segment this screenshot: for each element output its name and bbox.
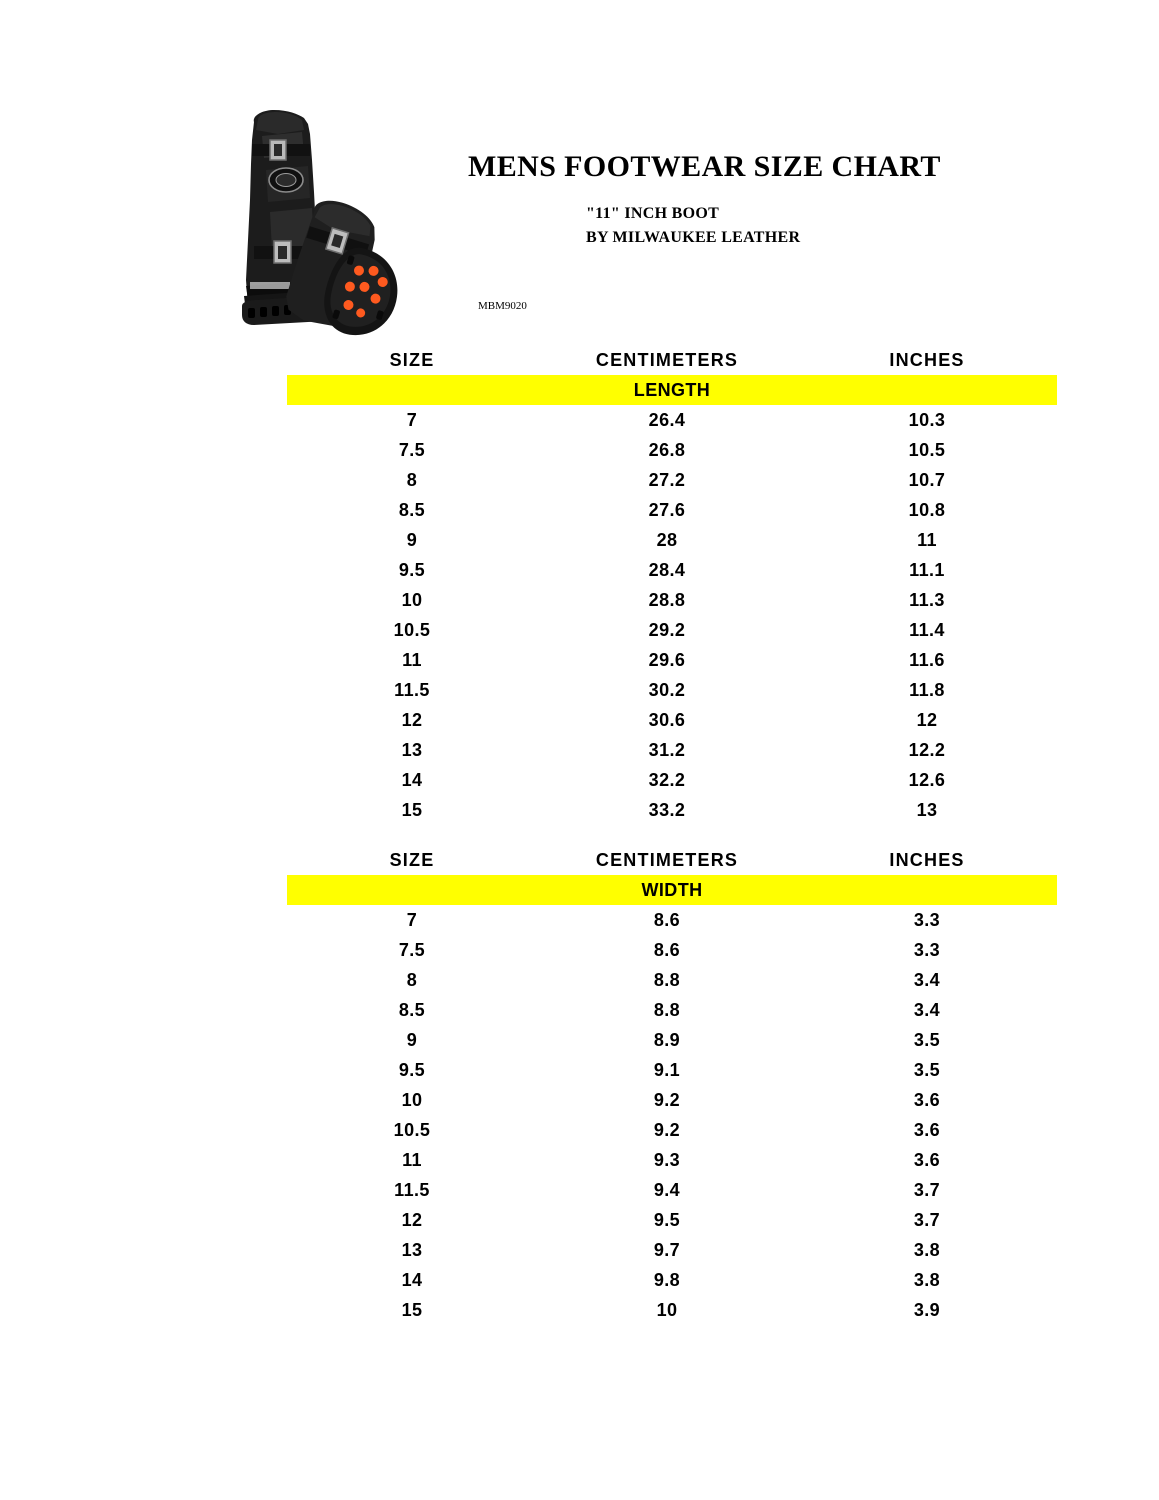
subtitle-line-1: "11" INCH BOOT xyxy=(586,205,720,222)
cell-size: 13 xyxy=(401,1240,423,1260)
cell-centimeters: 29.6 xyxy=(648,650,686,670)
cell-size: 8.5 xyxy=(398,1000,426,1020)
cell-inches: 3.3 xyxy=(913,910,941,930)
cell-size: 9 xyxy=(406,530,418,550)
cell-size: 11 xyxy=(402,1150,422,1170)
cell-size: 7.5 xyxy=(398,440,426,460)
banner-label-width: WIDTH xyxy=(287,875,1057,905)
cell-centimeters: 30.6 xyxy=(648,710,686,730)
cell-size: 10.5 xyxy=(393,1120,431,1140)
cell-inches: 3.6 xyxy=(913,1090,941,1110)
cell-inches: 10.3 xyxy=(908,410,946,430)
table-row xyxy=(287,675,1057,705)
table-row xyxy=(287,525,1057,555)
table-row xyxy=(287,1115,1057,1145)
cell-inches: 3.5 xyxy=(913,1060,941,1080)
column-header-inches: INCHES xyxy=(889,350,965,370)
table-header-row xyxy=(287,345,1057,375)
cell-size: 8 xyxy=(406,970,418,990)
table-row xyxy=(287,1295,1057,1325)
table-row xyxy=(287,935,1057,965)
cell-size: 9.5 xyxy=(398,560,426,580)
cell-size: 7 xyxy=(406,910,418,930)
cell-centimeters: 9.8 xyxy=(653,1270,681,1290)
table-row xyxy=(287,615,1057,645)
cell-centimeters: 28.8 xyxy=(648,590,686,610)
length-size-table xyxy=(287,345,1057,825)
cell-inches: 12.2 xyxy=(908,740,946,760)
width-banner-row xyxy=(287,875,1057,905)
document-header xyxy=(0,0,1159,345)
cell-inches: 11.4 xyxy=(909,620,945,640)
table-row xyxy=(287,1055,1057,1085)
table-row xyxy=(287,1265,1057,1295)
page-title: MENS FOOTWEAR SIZE CHART xyxy=(468,150,941,183)
cell-centimeters: 9.3 xyxy=(653,1150,681,1170)
cell-inches: 11.8 xyxy=(909,680,945,700)
subtitle-block xyxy=(586,202,1068,250)
cell-centimeters: 28.4 xyxy=(648,560,686,580)
table-row xyxy=(287,1175,1057,1205)
cell-centimeters: 30.2 xyxy=(648,680,686,700)
table-row xyxy=(287,795,1057,825)
table-row xyxy=(287,405,1057,435)
cell-inches: 3.6 xyxy=(913,1120,941,1140)
cell-size: 13 xyxy=(401,740,423,760)
length-banner-row xyxy=(287,375,1057,405)
cell-size: 11.5 xyxy=(394,680,430,700)
cell-inches: 10.7 xyxy=(908,470,946,490)
cell-inches: 12 xyxy=(916,710,938,730)
model-code: MBM9020 xyxy=(478,300,527,312)
cell-centimeters: 9.2 xyxy=(653,1090,681,1110)
cell-inches: 12.6 xyxy=(908,770,946,790)
cell-size: 15 xyxy=(401,800,423,820)
cell-inches: 11.6 xyxy=(909,650,945,670)
width-size-table xyxy=(287,845,1057,1325)
cell-size: 7.5 xyxy=(398,940,426,960)
cell-inches: 3.4 xyxy=(913,1000,941,1020)
table-row xyxy=(287,435,1057,465)
cell-centimeters: 8.6 xyxy=(653,910,681,930)
cell-centimeters: 31.2 xyxy=(648,740,686,760)
cell-inches: 10.5 xyxy=(908,440,946,460)
cell-inches: 11.1 xyxy=(909,560,945,580)
cell-centimeters: 9.5 xyxy=(653,1210,681,1230)
column-header-size: SIZE xyxy=(389,350,435,370)
cell-centimeters: 33.2 xyxy=(648,800,686,820)
cell-size: 10 xyxy=(401,1090,423,1110)
cell-centimeters: 10 xyxy=(656,1300,678,1320)
cell-centimeters: 32.2 xyxy=(648,770,686,790)
cell-size: 9.5 xyxy=(398,1060,426,1080)
cell-size: 14 xyxy=(401,1270,423,1290)
table-row xyxy=(287,1025,1057,1055)
subtitle-line-2: BY MILWAUKEE LEATHER xyxy=(586,229,801,246)
cell-centimeters: 27.6 xyxy=(648,500,686,520)
cell-centimeters: 26.8 xyxy=(648,440,686,460)
cell-centimeters: 8.8 xyxy=(653,970,681,990)
cell-size: 10.5 xyxy=(393,620,431,640)
cell-inches: 13 xyxy=(916,800,938,820)
cell-size: 9 xyxy=(406,1030,418,1050)
cell-size: 8.5 xyxy=(398,500,426,520)
cell-inches: 3.8 xyxy=(913,1240,941,1260)
cell-inches: 3.7 xyxy=(913,1180,941,1200)
cell-centimeters: 8.8 xyxy=(653,1000,681,1020)
cell-centimeters: 9.2 xyxy=(653,1120,681,1140)
cell-inches: 3.5 xyxy=(913,1030,941,1050)
cell-size: 8 xyxy=(406,470,418,490)
cell-centimeters: 26.4 xyxy=(648,410,686,430)
banner-label-length: LENGTH xyxy=(287,375,1057,405)
table-row xyxy=(287,705,1057,735)
cell-centimeters: 9.1 xyxy=(653,1060,681,1080)
table-row xyxy=(287,495,1057,525)
cell-inches: 3.3 xyxy=(913,940,941,960)
cell-size: 7 xyxy=(406,410,418,430)
cell-centimeters: 28 xyxy=(656,530,678,550)
table-row xyxy=(287,645,1057,675)
table-row xyxy=(287,1205,1057,1235)
table-header-row xyxy=(287,845,1057,875)
cell-centimeters: 9.7 xyxy=(653,1240,681,1260)
cell-centimeters: 8.6 xyxy=(653,940,681,960)
cell-size: 15 xyxy=(401,1300,423,1320)
cell-inches: 10.8 xyxy=(908,500,946,520)
table-row xyxy=(287,1085,1057,1115)
cell-centimeters: 8.9 xyxy=(653,1030,681,1050)
cell-size: 10 xyxy=(401,590,423,610)
table-row xyxy=(287,905,1057,935)
cell-size: 11 xyxy=(402,650,422,670)
table-row xyxy=(287,735,1057,765)
cell-size: 14 xyxy=(401,770,423,790)
table-row xyxy=(287,585,1057,615)
table-row xyxy=(287,1235,1057,1265)
cell-inches: 3.9 xyxy=(913,1300,941,1320)
cell-inches: 3.7 xyxy=(913,1210,941,1230)
cell-centimeters: 9.4 xyxy=(653,1180,681,1200)
table-row xyxy=(287,965,1057,995)
column-header-size: SIZE xyxy=(389,850,435,870)
cell-inches: 11.3 xyxy=(909,590,945,610)
cell-size: 12 xyxy=(401,1210,423,1230)
cell-inches: 3.6 xyxy=(913,1150,941,1170)
table-row xyxy=(287,765,1057,795)
cell-centimeters: 27.2 xyxy=(648,470,686,490)
cell-inches: 11 xyxy=(917,530,937,550)
title-block xyxy=(468,150,1068,250)
table-row xyxy=(287,995,1057,1025)
cell-size: 11.5 xyxy=(394,1180,430,1200)
column-header-centimeters: CENTIMETERS xyxy=(595,850,739,870)
cell-size: 12 xyxy=(401,710,423,730)
cell-centimeters: 29.2 xyxy=(648,620,686,640)
column-header-centimeters: CENTIMETERS xyxy=(595,350,739,370)
table-row xyxy=(287,555,1057,585)
table-row xyxy=(287,465,1057,495)
table-row xyxy=(287,1145,1057,1175)
column-header-inches: INCHES xyxy=(889,850,965,870)
cell-inches: 3.8 xyxy=(913,1270,941,1290)
cell-inches: 3.4 xyxy=(913,970,941,990)
boot-product-image xyxy=(218,100,458,350)
